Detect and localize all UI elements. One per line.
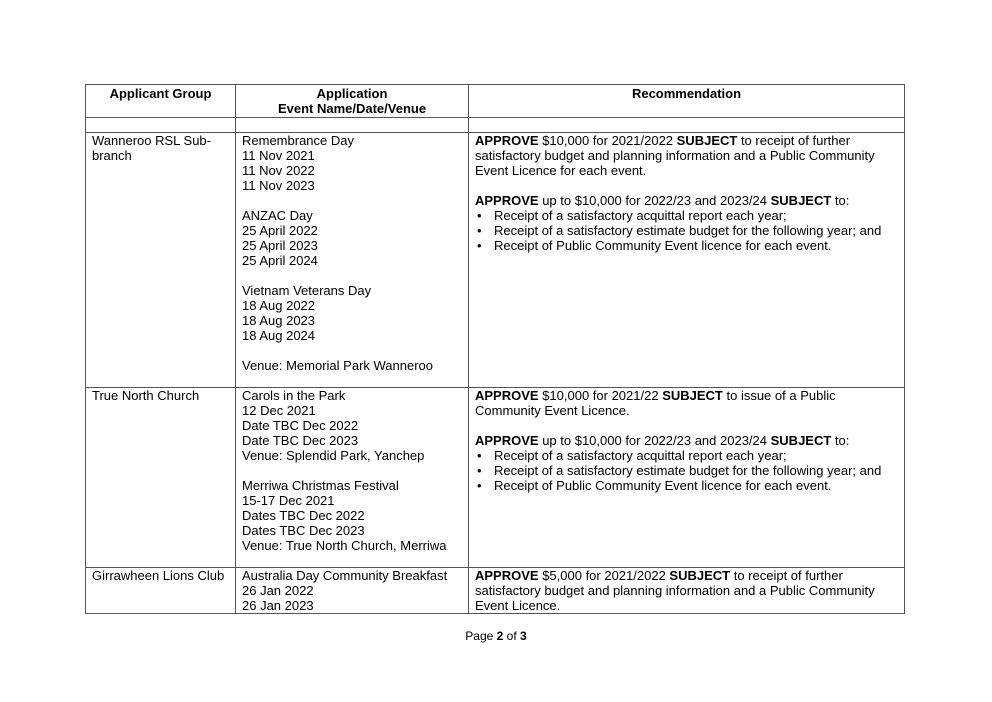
condition-list (475, 448, 898, 493)
total-pages: 3 (520, 629, 527, 643)
blank-row (86, 118, 905, 133)
grants-table (85, 84, 905, 614)
event-line: 11 Nov 2023 (242, 178, 315, 193)
event-venue: Venue: Splendid Park, Yanchep (242, 448, 425, 463)
event-line: 26 Jan 2023 (242, 598, 314, 613)
recommendation-cell (469, 568, 905, 614)
event-line: Date TBC Dec 2023 (242, 433, 359, 448)
event-line: 12 Dec 2021 (242, 403, 316, 418)
condition-list (475, 208, 898, 253)
event-line: 25 April 2023 (242, 238, 318, 253)
list-item: • Receipt of Public Community Event licence for each event. (475, 238, 898, 253)
event-line: Remembrance Day (242, 133, 354, 148)
event-line: ANZAC Day (242, 208, 313, 223)
event-line: 25 April 2024 (242, 253, 318, 268)
event-line: 25 April 2022 (242, 223, 318, 238)
header-applicant-group: Applicant Group (86, 85, 236, 118)
event-line: Carols in the Park (242, 388, 346, 403)
current-page: 2 (496, 629, 504, 643)
table-row (86, 133, 905, 388)
application-cell (236, 133, 469, 388)
event-line: 11 Nov 2022 (242, 163, 315, 178)
recommendation-cell (469, 133, 905, 388)
recommendation-paragraph: APPROVE $5,000 for 2021/2022 SUBJECT to receipt of further satisfactory budget and planning information and a Public Community Event Licence. (475, 568, 875, 613)
event-line: 26 Jan 2022 (242, 583, 314, 598)
event-line: 18 Aug 2022 (242, 298, 316, 313)
list-item: • Receipt of Public Community Event licence for each event. (475, 478, 898, 493)
applicant-cell: True North Church (86, 388, 236, 568)
recommendation-paragraph: APPROVE $10,000 for 2021/22 SUBJECT to issue of a Public Community Event Licence. (475, 388, 836, 418)
applicant-cell: Wanneroo RSL Sub-branch (86, 133, 236, 388)
event-line: Merriwa Christmas Festival (242, 478, 399, 493)
table-row (86, 568, 905, 614)
event-line: 18 Aug 2024 (242, 328, 316, 343)
list-item: • Receipt of a satisfactory estimate budget for the following year; and (475, 223, 898, 238)
event-line: 11 Nov 2021 (242, 148, 315, 163)
applicant-cell: Girrawheen Lions Club (86, 568, 236, 614)
header-application (236, 85, 469, 118)
event-line: Dates TBC Dec 2023 (242, 523, 365, 538)
event-line: Australia Day Community Breakfast (242, 568, 448, 583)
page-label: Page (465, 629, 497, 643)
event-line: Date TBC Dec 2022 (242, 418, 359, 433)
list-item: • Receipt of a satisfactory estimate budget for the following year; and (475, 463, 898, 478)
recommendation-cell (469, 388, 905, 568)
list-item: • Receipt of a satisfactory acquittal report each year; (475, 448, 898, 463)
header-application-line1: Application (316, 86, 388, 101)
recommendation-paragraph: APPROVE up to $10,000 for 2022/23 and 2023/24 SUBJECT to: (475, 193, 850, 208)
event-line: Vietnam Veterans Day (242, 283, 372, 298)
page-footer (0, 629, 992, 643)
of-label: of (503, 629, 521, 643)
header-application-line2: Event Name/Date/Venue (277, 101, 427, 116)
list-item: • Receipt of a satisfactory acquittal report each year; (475, 208, 898, 223)
header-recommendation: Recommendation (469, 85, 905, 118)
event-line: 15-17 Dec 2021 (242, 493, 335, 508)
event-line: 18 Aug 2023 (242, 313, 316, 328)
recommendation-paragraph: APPROVE up to $10,000 for 2022/23 and 2023/24 SUBJECT to: (475, 433, 850, 448)
recommendation-paragraph: APPROVE $10,000 for 2021/2022 SUBJECT to receipt of further satisfactory budget and planning information and a Public Community Event Licence for each event. (475, 133, 875, 178)
event-line: Dates TBC Dec 2022 (242, 508, 365, 523)
event-venue: Venue: Memorial Park Wanneroo (242, 358, 434, 373)
table-row (86, 388, 905, 568)
application-cell (236, 388, 469, 568)
event-venue: Venue: True North Church, Merriwa (242, 538, 447, 553)
application-cell (236, 568, 469, 614)
table-header-row (86, 85, 905, 118)
